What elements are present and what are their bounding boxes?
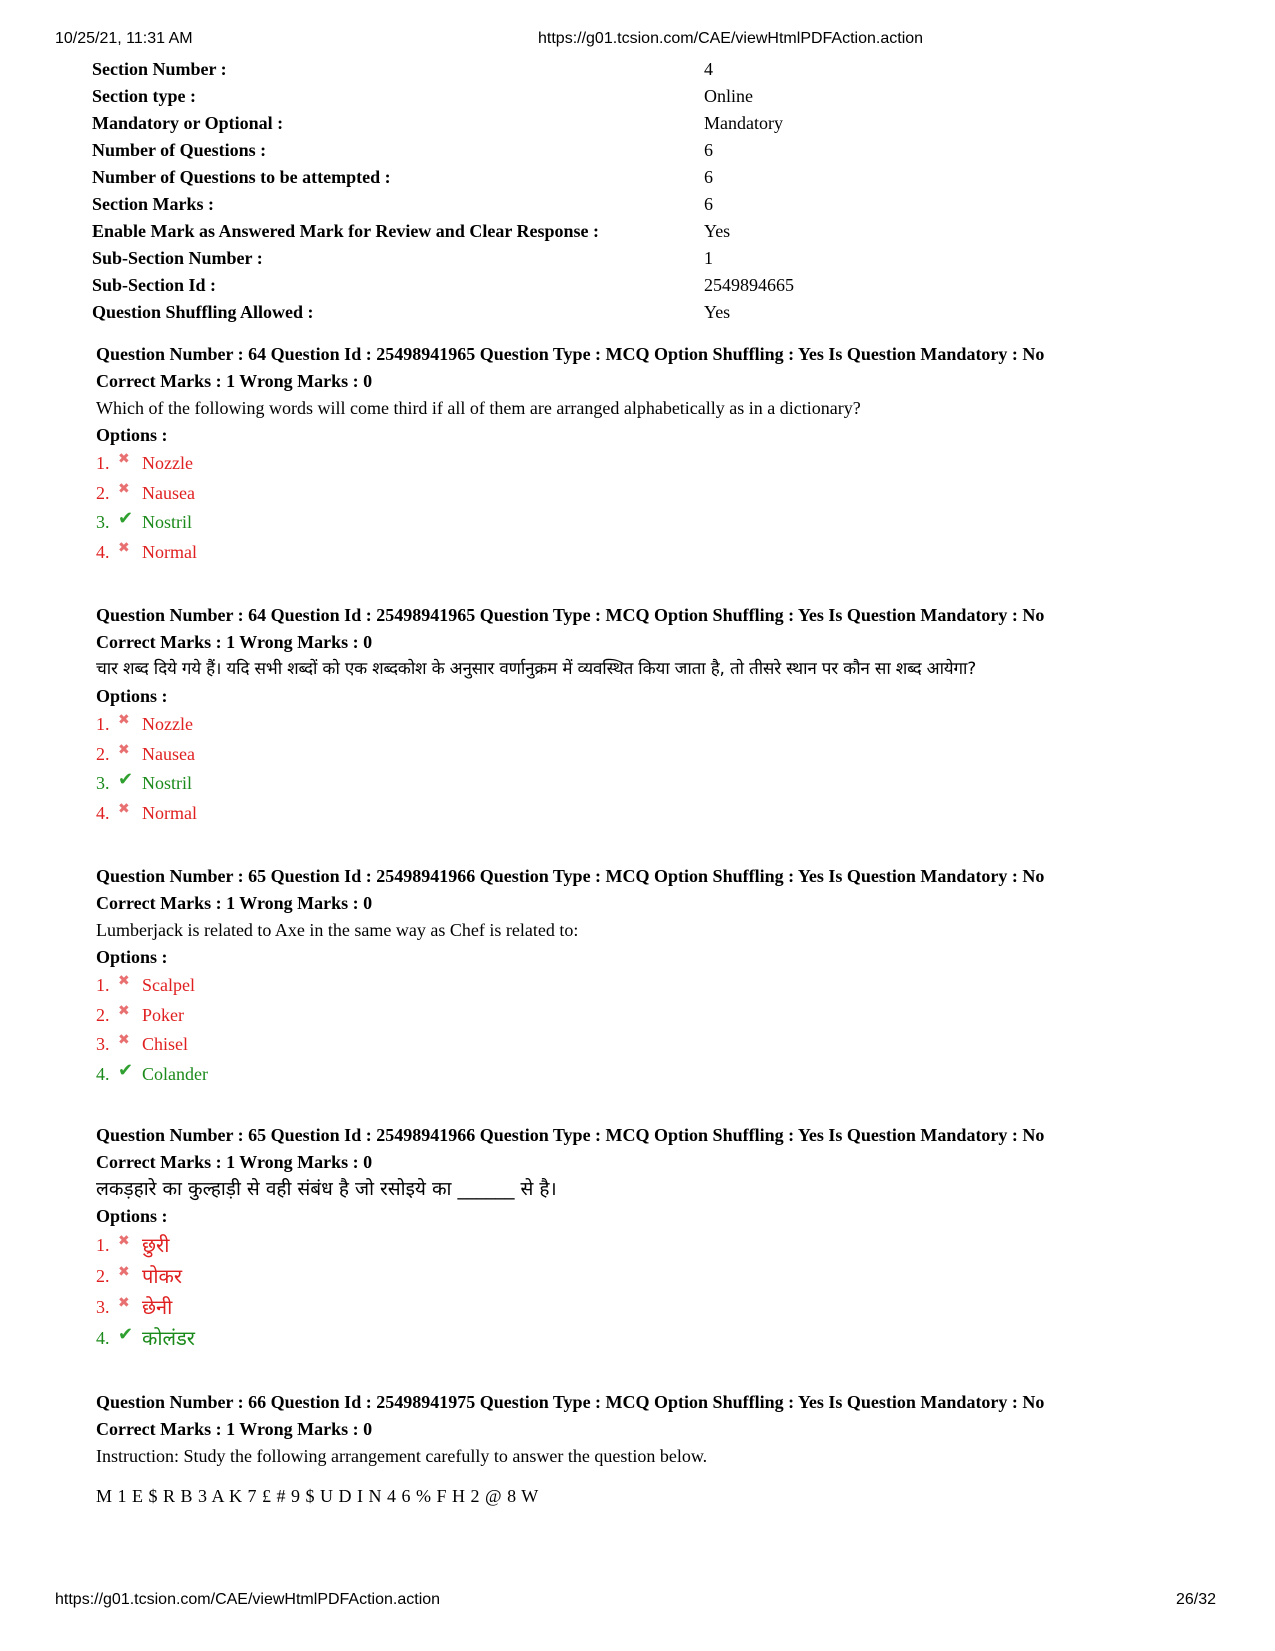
option-number: 3.: [96, 1034, 110, 1054]
option-label: Normal: [142, 802, 197, 823]
section-info-row: [92, 218, 852, 245]
option-label: Colander: [142, 1063, 208, 1084]
section-info-row: [92, 245, 852, 272]
option-number: 2.: [96, 1266, 110, 1286]
option-number: 2.: [96, 482, 110, 503]
question-marks: Correct Marks : 1 Wrong Marks : 0: [96, 1152, 373, 1172]
header-url[interactable]: https://g01.tcsion.com/CAE/viewHtmlPDFAction.action: [538, 30, 924, 47]
question-text: चार शब्द दिये गये हैं। यदि सभी शब्दों को एक शब्दकोश के अनुसार वर्णानुक्रम में व्यवस्थित किया जाता है, तो तीसरे स्थान पर कौन सा शब्द आयेगा?: [96, 659, 977, 679]
footer-url[interactable]: https://g01.tcsion.com/CAE/viewHtmlPDFAction.action: [55, 1591, 441, 1608]
section-info-value: 6: [704, 167, 713, 187]
option-number: 3.: [96, 773, 110, 793]
option-label: Poker: [142, 1004, 184, 1025]
section-info-row: [92, 164, 852, 191]
section-info-value: Mandatory: [704, 113, 783, 133]
section-info-label: Question Shuffling Allowed :: [92, 302, 314, 322]
section-info-label: Number of Questions to be attempted :: [92, 167, 391, 187]
option-item: [96, 538, 1236, 568]
option-number: 1.: [96, 453, 110, 473]
option-label: पोकर: [142, 1264, 183, 1288]
option-label: Nozzle: [142, 453, 193, 473]
option-label: Chisel: [142, 1034, 189, 1054]
option-number: 2.: [96, 743, 110, 764]
check-icon: ✔: [118, 769, 134, 790]
question-text: Lumberjack is related to Axe in the same way as Chef is related to:: [96, 920, 579, 940]
question-marks: Correct Marks : 1 Wrong Marks : 0: [96, 632, 373, 652]
cross-icon: ✖: [118, 1002, 130, 1019]
option-label: Nausea: [142, 482, 195, 503]
section-info-row: [92, 56, 852, 83]
option-number: 1.: [96, 714, 110, 734]
cross-icon: ✖: [118, 1295, 130, 1311]
option-item: [96, 710, 1236, 740]
section-info-row: [92, 83, 852, 110]
option-number: 3.: [96, 512, 110, 532]
cross-icon: ✖: [118, 480, 130, 497]
cross-icon: ✖: [118, 800, 130, 817]
option-item: [96, 1292, 1236, 1323]
section-info-label: Section Marks :: [92, 194, 214, 214]
question-block: [96, 341, 1236, 567]
option-number: 4.: [96, 802, 110, 823]
section-info-label: Number of Questions :: [92, 140, 267, 160]
section-info-row: [92, 191, 852, 218]
option-number: 4.: [96, 541, 110, 562]
section-info-table: [92, 56, 852, 326]
question-marks: Correct Marks : 1 Wrong Marks : 0: [96, 371, 373, 391]
option-label: Nostril: [142, 512, 193, 532]
question-block: [96, 1122, 1236, 1354]
cross-icon: ✖: [118, 1264, 130, 1280]
question-block: [96, 1389, 1236, 1510]
option-label: Nozzle: [142, 714, 193, 734]
section-info-row: [92, 272, 852, 299]
option-item: [96, 1030, 1236, 1060]
option-item: [96, 769, 1236, 799]
check-icon: ✔: [118, 508, 134, 529]
option-label: Nausea: [142, 743, 195, 764]
section-info-value: 1: [704, 248, 713, 268]
section-info-value: 6: [704, 194, 713, 214]
option-label: छेनी: [142, 1295, 173, 1319]
question-block: [96, 863, 1236, 1089]
option-item: [96, 1060, 1236, 1090]
question-header: Question Number : 66 Question Id : 25498941975 Question Type : MCQ Option Shuffling : Yes Is Question Mandatory : No: [96, 1392, 1045, 1412]
cross-icon: ✖: [118, 1233, 130, 1249]
section-info-value: 2549894665: [704, 275, 794, 295]
question-text: लकड़हारे का कुल्हाड़ी से वही संबंध है जो रसोइये का ______ से है।: [96, 1178, 557, 1200]
option-label: छुरी: [142, 1233, 170, 1257]
section-info-value: Yes: [704, 302, 731, 322]
options-title: Options :: [96, 1206, 168, 1226]
section-info-label: Sub-Section Number :: [92, 248, 263, 268]
check-icon: ✔: [118, 1059, 134, 1081]
option-number: 1.: [96, 1235, 110, 1255]
option-number: 1.: [96, 975, 110, 995]
question-header: Question Number : 64 Question Id : 25498941965 Question Type : MCQ Option Shuffling : Yes Is Question Mandatory : No: [96, 605, 1045, 625]
section-info-label: Sub-Section Id :: [92, 275, 217, 295]
section-info-value: 4: [704, 59, 713, 79]
section-info-value: 6: [704, 140, 713, 160]
question-text: Which of the following words will come third if all of them are arranged alphabetically as in a dictionary?: [96, 398, 861, 418]
option-number: 3.: [96, 1297, 110, 1317]
section-info-label: Mandatory or Optional :: [92, 113, 284, 133]
option-item: [96, 1230, 1236, 1261]
section-info-value: Online: [704, 86, 753, 106]
arrangement-sequence: M 1 E $ R B 3 A K 7 £ # 9 $ U D I N 4 6 % F H 2 @ 8 W: [96, 1486, 539, 1506]
footer-page-number: 26/32: [1176, 1591, 1217, 1608]
section-info-row: [92, 110, 852, 137]
options-title: Options :: [96, 947, 168, 967]
option-label: Normal: [142, 541, 197, 562]
section-info-label: Enable Mark as Answered Mark for Review and Clear Response :: [92, 221, 599, 241]
cross-icon: ✖: [118, 973, 130, 989]
question-header: Question Number : 65 Question Id : 25498941966 Question Type : MCQ Option Shuffling : Yes Is Question Mandatory : No: [96, 866, 1045, 886]
option-item: [96, 479, 1236, 509]
cross-icon: ✖: [118, 451, 130, 467]
cross-icon: ✖: [118, 741, 130, 758]
cross-icon: ✖: [118, 712, 130, 728]
question-block: [96, 602, 1236, 828]
option-label: Scalpel: [142, 975, 195, 995]
options-title: Options :: [96, 425, 168, 445]
option-item: [96, 971, 1236, 1001]
option-item: [96, 508, 1236, 538]
option-label: Nostril: [142, 773, 193, 793]
cross-icon: ✖: [118, 539, 130, 556]
question-header: Question Number : 65 Question Id : 25498941966 Question Type : MCQ Option Shuffling : Yes Is Question Mandatory : No: [96, 1125, 1045, 1145]
section-info-label: Section Number :: [92, 59, 227, 79]
option-item: [96, 1001, 1236, 1031]
check-icon: ✔: [118, 1324, 134, 1345]
header-datetime: 10/25/21, 11:31 AM: [55, 30, 193, 47]
option-item: [96, 799, 1236, 829]
option-number: 4.: [96, 1063, 110, 1084]
option-label: कोलंडर: [142, 1326, 195, 1350]
option-number: 4.: [96, 1328, 110, 1348]
option-item: [96, 1261, 1236, 1292]
option-item: [96, 449, 1236, 479]
option-item: [96, 740, 1236, 770]
section-info-row: [92, 299, 852, 326]
question-header: Question Number : 64 Question Id : 25498941965 Question Type : MCQ Option Shuffling : Yes Is Question Mandatory : No: [96, 344, 1045, 364]
option-number: 2.: [96, 1004, 110, 1025]
option-item: [96, 1323, 1236, 1354]
section-info-value: Yes: [704, 221, 731, 241]
question-text: Instruction: Study the following arrangement carefully to answer the question below.: [96, 1446, 708, 1466]
question-marks: Correct Marks : 1 Wrong Marks : 0: [96, 893, 373, 913]
cross-icon: ✖: [118, 1032, 130, 1048]
section-info-row: [92, 137, 852, 164]
question-marks: Correct Marks : 1 Wrong Marks : 0: [96, 1419, 373, 1439]
section-info-label: Section type :: [92, 86, 196, 106]
options-title: Options :: [96, 686, 168, 706]
